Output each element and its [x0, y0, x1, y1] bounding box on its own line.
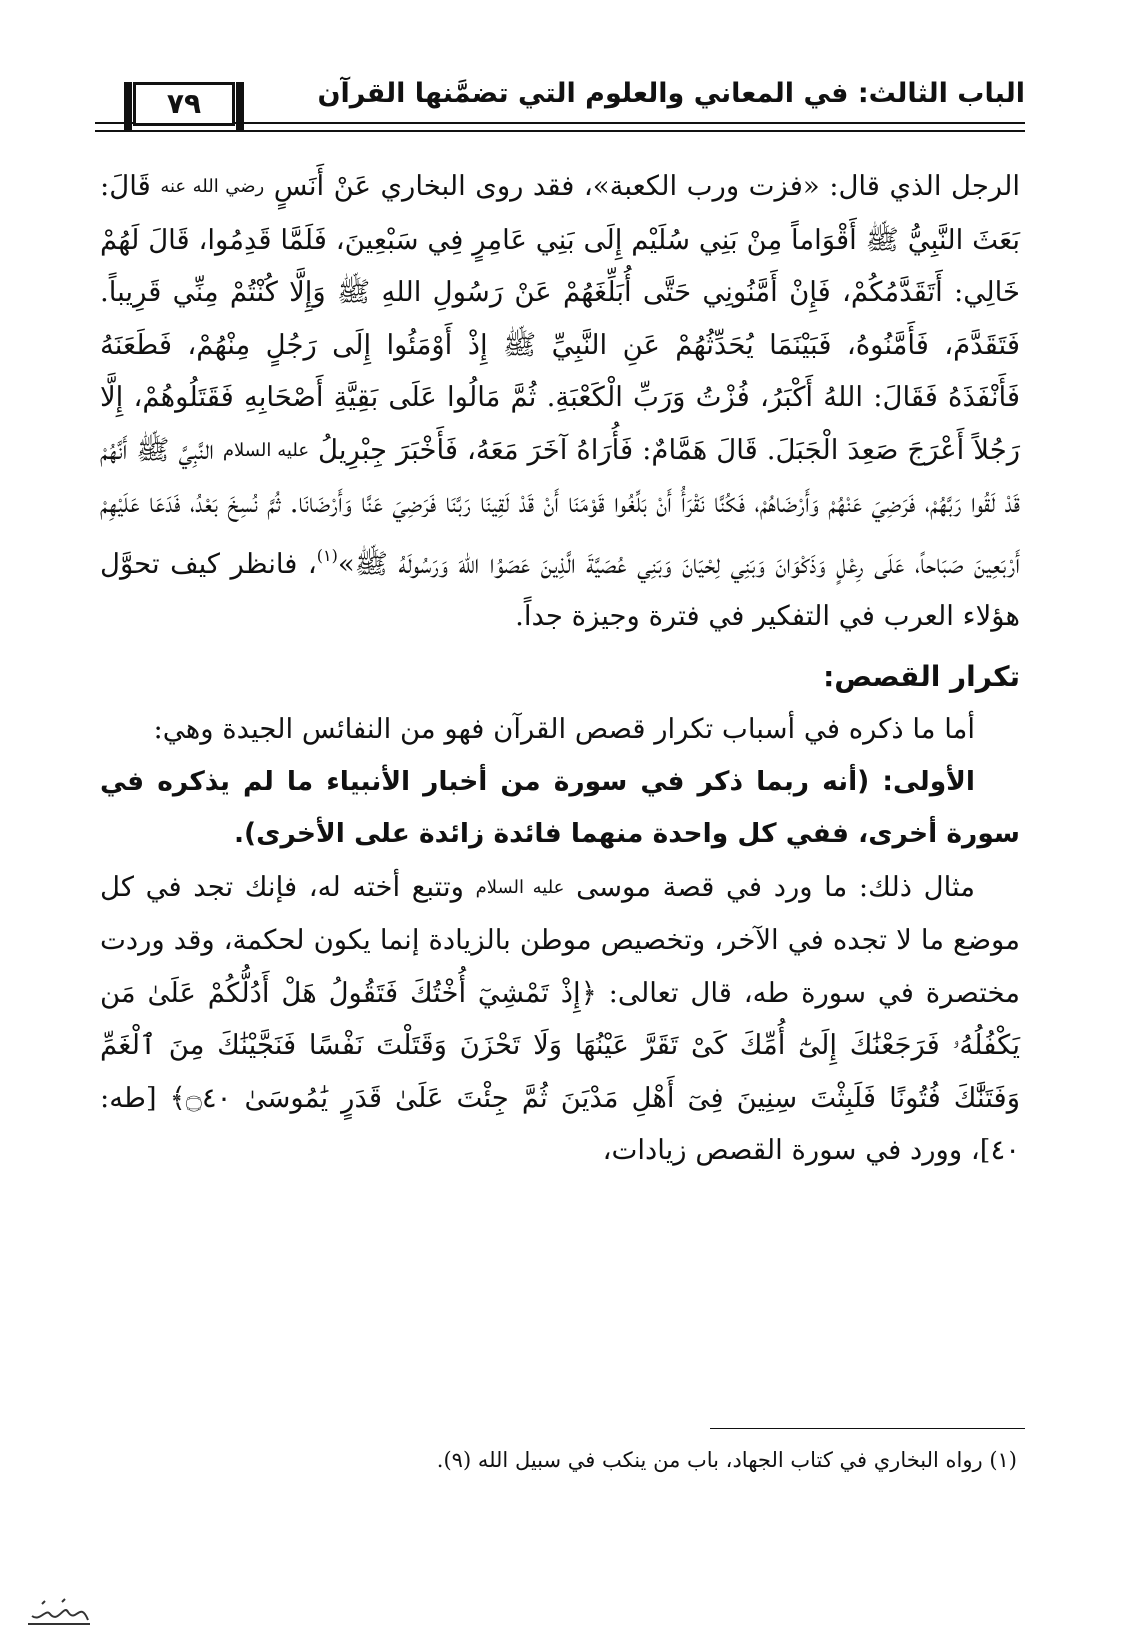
salawat-mark: ﷺ	[865, 223, 899, 256]
hadith-text: أَنَّهُمْ قَدْ لَقُوا رَبَّهُمْ، فَرَضِيَ عَنْهُمْ وَأَرْضَاهُمْ، فَكُنَّا نَقْرَأُ أَنْ بَلِّغُوا قَوْمَنَا أَنْ قَدْ لَقِينَا رَبَّنَا فَرَضِيَ عَنَّا وَأَرْضَانَا. ثُمَّ نُسِخَ بَعْدُ، فَدَعَا عَلَيْهِمْ أَرْبَعِينَ صَبَاحاً، عَلَى رِعْلٍ وَذَكْوَانَ وَبَنِي لِحْيَانَ وَبَنِي عُصَيَّةَ الَّذِينَ عَصَوُا اللهَ وَرَسُولَهُ	[100, 433, 1020, 580]
quran-close-bracket: ﴾	[169, 1081, 186, 1114]
ayah-number-marker: ۝٤٠	[185, 1081, 232, 1114]
example-text: وتتبع أخته له، فإنك تجد في كل موضع ما لا تجده في الآخر، وتخصيص موطن بالزيادة إنما يكون لحكمة، وقد وردت مختصرة في سورة طه، قال تعالى:	[100, 870, 1021, 1009]
salawat-mark: ﷺ	[136, 433, 170, 466]
footnote-separator	[710, 1428, 1025, 1429]
paragraph-intro: أما ما ذكره في أسباب تكرار قصص القرآن فهو من النفائس الجيدة وهي:	[153, 713, 975, 745]
salawat-mark: ﷺ	[354, 547, 388, 580]
section-heading: تكرار القصص:	[823, 659, 1020, 693]
hadith-text: إِذْ أَوْمَئُوا إِلَى رَجُلٍ مِنْهُمْ، فَطَعَنَهُ فَأَنْفَذَهُ فَقَالَ: اللهُ أَكْبَرُ، فُزْتُ وَرَبِّ الْكَعْبَةِ. ثُمَّ مَالُوا عَلَى بَقِيَّةِ أَصْحَابِهِ فَقَتَلُوهُمْ، إِلَّا رَجُلاً أَعْرَجَ صَعِدَ الْجَبَلَ. قَالَ هَمَّامٌ: فَأُرَاهُ آخَرَ مَعَهُ، فَأَخْبَرَ جِبْرِيلُ	[100, 328, 1020, 466]
running-title: الباب الثالث: في المعاني والعلوم التي تضمَّنها القرآن	[307, 78, 1025, 109]
hadith-conclusion: ، فانظر كيف تحوَّل هؤلاء العرب في التفكير في فترة وجيزة جداً.	[100, 547, 1020, 632]
hadith-intro: الرجل الذي قال: «فزت ورب الكعبة»، فقد روى البخاري عَنْ أَنَسٍ	[273, 170, 1021, 202]
quran-open-bracket: ﴿	[580, 976, 597, 1009]
example-text: مثال ذلك: ما ورد في قصة موسى	[576, 870, 976, 903]
page-number-frame	[133, 82, 235, 126]
first-reason-label: الأولى:	[882, 765, 975, 797]
paragraph-example	[100, 861, 1020, 1177]
honorific-alayhi-salam: عليه السلام	[222, 439, 310, 461]
verse-citation: [طه: ٤٠]	[100, 1081, 1020, 1166]
salawat-mark: ﷺ	[336, 276, 371, 308]
hadith-text: وَإِلَّا كُنْتُمْ مِنِّي قَرِيباً. فَتَقَدَّمَ، فَأَمَّنُوهُ، فَبَيْنَمَا يُحَدِّثُهُمْ عَنِ النَّبِيِّ	[100, 276, 1021, 361]
page-number: ٧٩	[166, 87, 202, 120]
salawat-mark: ﷺ	[503, 328, 537, 361]
quran-verse: إِذْ تَمْشِيٓ أُخْتُكَ فَتَقُولُ هَلْ أَدُلُّكُمْ عَلَىٰ مَن يَكْفُلُهُۥ فَرَجَعْنَٰكَ إِلَىٰٓ أُمِّكَ كَىْ تَقَرَّ عَيْنُهَا وَلَا تَحْزَنَ وَقَتَلْتَ نَفْسًا فَنَجَّيْنَٰكَ مِنَ ٱلْغَمِّ وَفَتَنَّٰكَ فُتُونًا فَلَبِثْتَ سِنِينَ فِىٓ أَهْلِ مَدْيَنَ ثُمَّ جِئْتَ عَلَىٰ قَدَرٍ يَٰمُوسَىٰ	[100, 976, 1020, 1114]
page-body	[100, 160, 1020, 1177]
publisher-watermark-logo	[18, 1590, 98, 1634]
hadith-text: أَقْوَاماً مِنْ بَنِي سُلَيْم إِلَى بَنِي عَامِرٍ فِي سَبْعِينَ، فَلَمَّا قَدِمُوا، قَالَ لَهُمْ خَالِي: أَتَقَدَّمُكُمْ، فَإِنْ أَمَّنُونِي حَتَّى أُبَلِّغَهُمْ عَنْ رَسُولِ اللهِ	[100, 223, 1020, 308]
example-text: ، وورد في سورة القصص زيادات،	[602, 1134, 980, 1166]
hadith-text: النَّبِيَّ	[178, 433, 214, 466]
closing-quote: »	[337, 547, 355, 580]
honorific-alayhi-salam: عليه السلام	[475, 876, 565, 898]
footnote: (١) رواه البخاري في كتاب الجهاد، باب من ينكب في سبيل الله (٩).	[436, 1448, 1017, 1472]
honorific-radiyallah: رضي الله عنه	[160, 176, 265, 197]
paragraph-first-reason	[100, 756, 1020, 861]
hadith-text: قَالَ: بَعَثَ النَّبِيُّ	[100, 170, 1021, 256]
paragraph-hadith	[100, 160, 1020, 643]
footnote-reference[interactable]: (١)	[316, 545, 338, 565]
running-header	[95, 78, 1025, 138]
first-reason-text: (أنه ربما ذكر في سورة من أخبار الأنبياء ما لم يذكره في سورة أخرى، ففي كل واحدة منهما فائدة زائدة على الأخرى).	[100, 765, 1020, 849]
